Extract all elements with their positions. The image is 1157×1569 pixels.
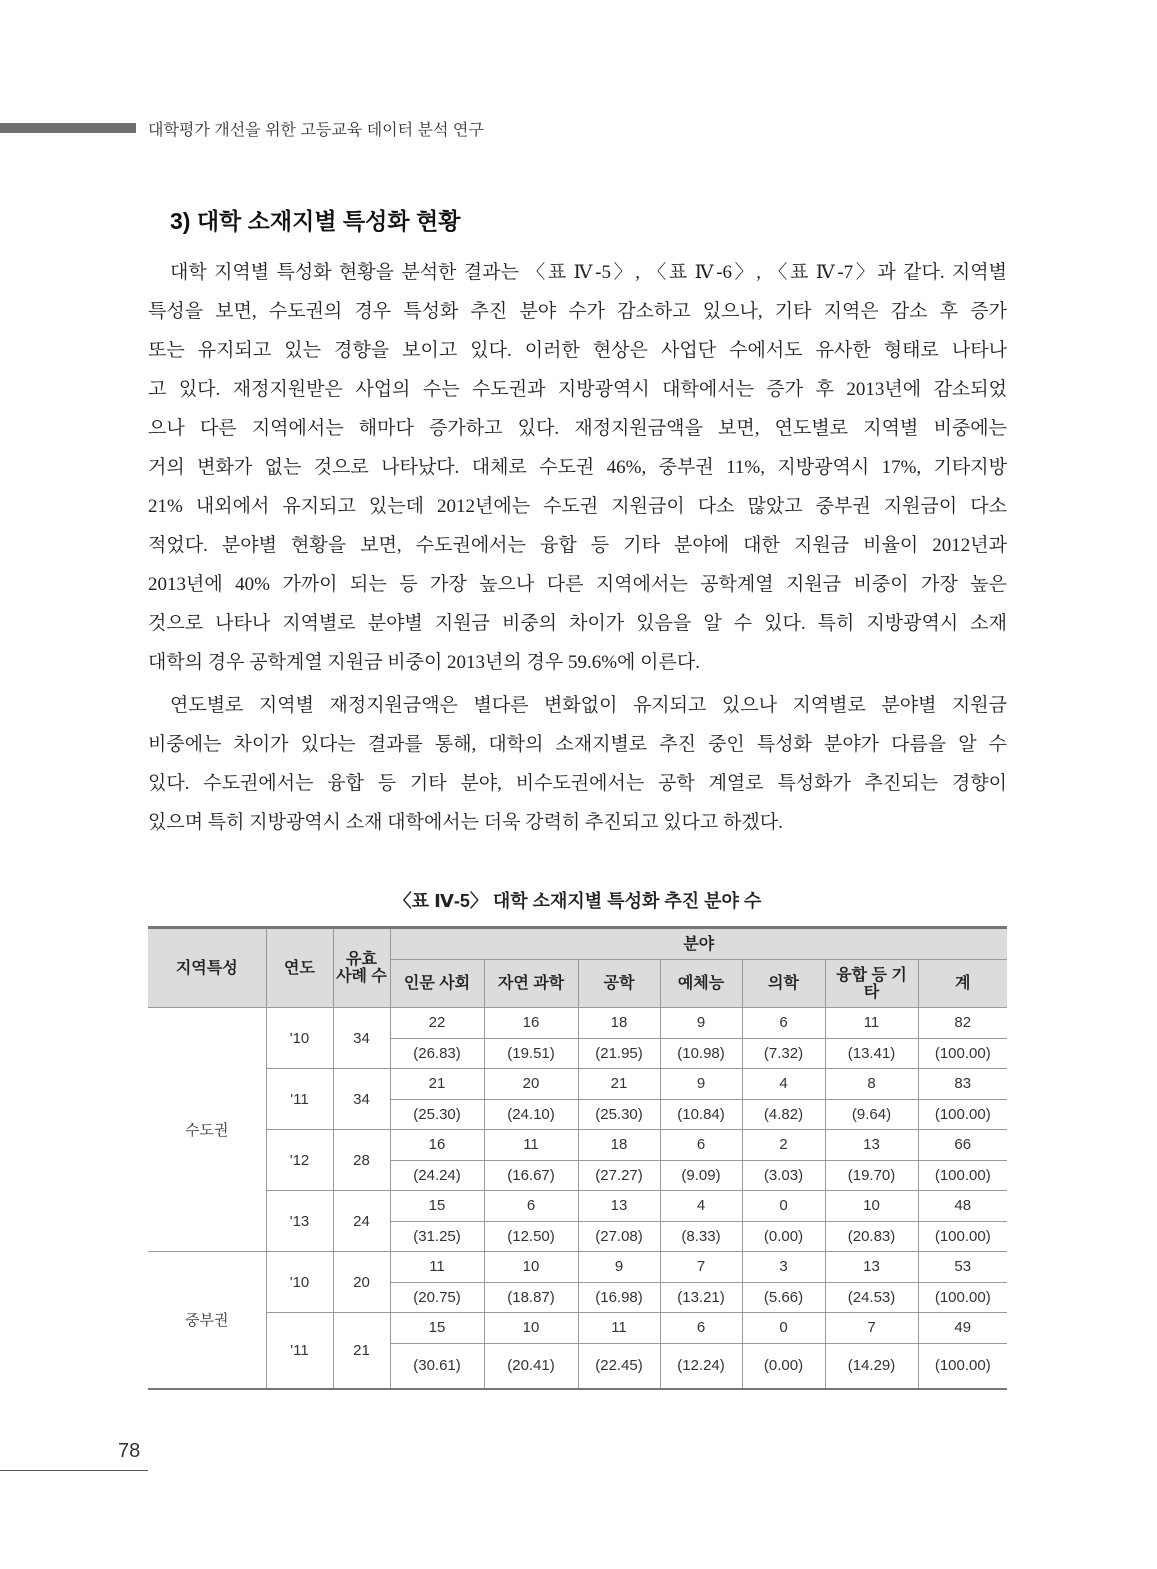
count-cell: 21: [578, 1069, 660, 1100]
paragraph-line: 대학 지역별 특성화 현황을 분석한 결과는 〈표 Ⅳ-5〉, 〈표 Ⅳ-6〉, 〈표 Ⅳ-7〉과 같다. 지역별: [170, 262, 1007, 283]
table-row: [148, 1130, 1007, 1161]
paragraph-line: 고 있다. 재정지원받은 사업의 수는 수도권과 지방광역시 대학에서는 증가 후 2013년에 감소되었: [148, 379, 1007, 400]
percent-cell: (30.61): [390, 1343, 484, 1389]
valid-cases-cell: 21: [333, 1313, 390, 1389]
count-cell: 48: [918, 1191, 1007, 1222]
paragraph-line: 21% 내외에서 유지되고 있는데 2012년에는 수도권 지원금이 다소 많았고 중부권 지원금이 다소: [148, 496, 1008, 517]
count-cell: 4: [660, 1191, 742, 1222]
table-row: [148, 1252, 1007, 1283]
paragraph-line: 비중에는 차이가 있다는 결과를 통해, 대학의 소재지별로 추진 중인 특성화 분야가 다름을 알 수: [148, 734, 1007, 755]
percent-cell: (9.09): [660, 1160, 742, 1191]
percent-cell: (20.83): [825, 1221, 918, 1252]
count-cell: 15: [390, 1313, 484, 1344]
percent-cell: (25.30): [578, 1099, 660, 1130]
count-cell: 18: [578, 1008, 660, 1039]
count-cell: 4: [742, 1069, 825, 1100]
header-region: 지역특성: [148, 928, 266, 1008]
paragraph-line: 또는 유지되고 있는 경향을 보이고 있다. 이러한 현상은 사업단 수에서도 유사한 형태로 나타나: [148, 340, 1007, 361]
count-cell: 15: [390, 1191, 484, 1222]
paragraph-line: 있으며 특히 지방광역시 소재 대학에서는 더욱 강력히 추진되고 있다고 하겠다.: [148, 812, 783, 833]
percent-cell: (0.00): [742, 1343, 825, 1389]
count-cell: 10: [825, 1191, 918, 1222]
percent-cell: (21.95): [578, 1038, 660, 1069]
percent-cell: (31.25): [390, 1221, 484, 1252]
percent-cell: (25.30): [390, 1099, 484, 1130]
count-cell: 7: [825, 1313, 918, 1344]
count-cell: 22: [390, 1008, 484, 1039]
section-heading: 3) 대학 소재지별 특성화 현황: [170, 208, 461, 234]
count-cell: 13: [825, 1130, 918, 1161]
header-field-group: 분야: [390, 928, 1007, 960]
percent-cell: (3.03): [742, 1160, 825, 1191]
percent-cell: (13.41): [825, 1038, 918, 1069]
count-cell: 11: [825, 1008, 918, 1039]
percent-cell: (0.00): [742, 1221, 825, 1252]
count-cell: 6: [484, 1191, 578, 1222]
header-field: 자연 과학: [484, 960, 578, 1008]
header-bar: [0, 123, 136, 133]
region-cell: 수도권: [148, 1008, 266, 1252]
count-cell: 9: [660, 1008, 742, 1039]
count-cell: 49: [918, 1313, 1007, 1344]
count-cell: 20: [484, 1069, 578, 1100]
table-caption: 〈표 Ⅳ-5〉 대학 소재지별 특성화 추진 분야 수: [393, 891, 762, 911]
percent-cell: (100.00): [918, 1038, 1007, 1069]
valid-cases-cell: 20: [333, 1252, 390, 1313]
percent-cell: (19.70): [825, 1160, 918, 1191]
percent-cell: (12.24): [660, 1343, 742, 1389]
percent-cell: (10.98): [660, 1038, 742, 1069]
percent-cell: (4.82): [742, 1099, 825, 1130]
count-cell: 9: [660, 1069, 742, 1100]
percent-cell: (19.51): [484, 1038, 578, 1069]
percent-cell: (10.84): [660, 1099, 742, 1130]
header-field: 융합 등 기타: [825, 960, 918, 1008]
valid-cases-cell: 24: [333, 1191, 390, 1252]
percent-cell: (24.53): [825, 1282, 918, 1313]
count-cell: 6: [742, 1008, 825, 1039]
count-cell: 2: [742, 1130, 825, 1161]
page-number: 78: [118, 1440, 141, 1462]
paragraph-line: 으나 다른 지역에서는 해마다 증가하고 있다. 재정지원금액을 보면, 연도별로 지역별 비중에는: [148, 418, 1007, 439]
percent-cell: (100.00): [918, 1343, 1007, 1389]
count-cell: 16: [390, 1130, 484, 1161]
year-cell: '11: [266, 1313, 333, 1389]
count-cell: 11: [484, 1130, 578, 1161]
valid-cases-cell: 34: [333, 1069, 390, 1130]
footer-rule: [0, 1470, 148, 1471]
count-cell: 0: [742, 1313, 825, 1344]
paragraph-line: 대학의 경우 공학계열 지원금 비중이 2013년의 경우 59.6%에 이른다.: [148, 652, 700, 673]
count-cell: 0: [742, 1191, 825, 1222]
percent-cell: (5.66): [742, 1282, 825, 1313]
header-field: 계: [918, 960, 1007, 1008]
count-cell: 66: [918, 1130, 1007, 1161]
percent-cell: (27.08): [578, 1221, 660, 1252]
percent-cell: (12.50): [484, 1221, 578, 1252]
header-field: 인문 사회: [390, 960, 484, 1008]
count-cell: 6: [660, 1130, 742, 1161]
percent-cell: (22.45): [578, 1343, 660, 1389]
percent-cell: (7.32): [742, 1038, 825, 1069]
running-title: 대학평가 개선을 위한 고등교육 데이터 분석 연구: [148, 122, 484, 139]
count-cell: 21: [390, 1069, 484, 1100]
percent-cell: (100.00): [918, 1221, 1007, 1252]
count-cell: 13: [578, 1191, 660, 1222]
count-cell: 11: [578, 1313, 660, 1344]
percent-cell: (13.21): [660, 1282, 742, 1313]
header-year: 연도: [266, 928, 333, 1008]
valid-cases-cell: 34: [333, 1008, 390, 1069]
header-field: 공학: [578, 960, 660, 1008]
count-cell: 10: [484, 1252, 578, 1283]
percent-cell: (24.24): [390, 1160, 484, 1191]
paragraph-line: 연도별로 지역별 재정지원금액은 별다른 변화없이 유지되고 있으나 지역별로 분야별 지원금: [170, 695, 1007, 716]
percent-cell: (16.67): [484, 1160, 578, 1191]
year-cell: '13: [266, 1191, 333, 1252]
specialization-table: [148, 926, 1007, 1390]
count-cell: 10: [484, 1313, 578, 1344]
percent-cell: (26.83): [390, 1038, 484, 1069]
percent-cell: (18.87): [484, 1282, 578, 1313]
count-cell: 16: [484, 1008, 578, 1039]
percent-cell: (100.00): [918, 1160, 1007, 1191]
percent-cell: (100.00): [918, 1099, 1007, 1130]
count-cell: 18: [578, 1130, 660, 1161]
year-cell: '12: [266, 1130, 333, 1191]
valid-cases-cell: 28: [333, 1130, 390, 1191]
count-cell: 82: [918, 1008, 1007, 1039]
table-row: [148, 1191, 1007, 1222]
header-field: 의학: [742, 960, 825, 1008]
count-cell: 83: [918, 1069, 1007, 1100]
count-cell: 3: [742, 1252, 825, 1283]
count-cell: 6: [660, 1313, 742, 1344]
count-cell: 53: [918, 1252, 1007, 1283]
percent-cell: (16.98): [578, 1282, 660, 1313]
year-cell: '11: [266, 1069, 333, 1130]
paragraph-line: 거의 변화가 없는 것으로 나타났다. 대체로 수도권 46%, 중부권 11%, 지방광역시 17%, 기타지방: [148, 457, 1007, 478]
count-cell: 11: [390, 1252, 484, 1283]
count-cell: 8: [825, 1069, 918, 1100]
header-field: 예체능: [660, 960, 742, 1008]
percent-cell: (20.41): [484, 1343, 578, 1389]
percent-cell: (8.33): [660, 1221, 742, 1252]
table-row: [148, 1008, 1007, 1039]
percent-cell: (20.75): [390, 1282, 484, 1313]
paragraph-1: [148, 253, 1007, 682]
count-cell: 13: [825, 1252, 918, 1283]
percent-cell: (9.64): [825, 1099, 918, 1130]
year-cell: '10: [266, 1252, 333, 1313]
paragraph-line: 2013년에 40% 가까이 되는 등 가장 높으나 다른 지역에서는 공학계열 지원금 비중이 가장 높은: [148, 574, 1007, 595]
percent-cell: (14.29): [825, 1343, 918, 1389]
count-cell: 9: [578, 1252, 660, 1283]
paragraph-2: [148, 686, 1007, 842]
table-row: [148, 1069, 1007, 1100]
region-cell: 중부권: [148, 1252, 266, 1389]
paragraph-line: 적었다. 분야별 현황을 보면, 수도권에서는 융합 등 기타 분야에 대한 지원금 비율이 2012년과: [148, 535, 1007, 556]
count-cell: 7: [660, 1252, 742, 1283]
table-row: [148, 1313, 1007, 1344]
percent-cell: (24.10): [484, 1099, 578, 1130]
paragraph-line: 특성을 보면, 수도권의 경우 특성화 추진 분야 수가 감소하고 있으나, 기타 지역은 감소 후 증가: [148, 301, 1007, 322]
header-valid-cases: 유효 사례 수: [333, 928, 390, 1008]
percent-cell: (100.00): [918, 1282, 1007, 1313]
percent-cell: (27.27): [578, 1160, 660, 1191]
year-cell: '10: [266, 1008, 333, 1069]
paragraph-line: 있다. 수도권에서는 융합 등 기타 분야, 비수도권에서는 공학 계열로 특성화가 추진되는 경향이: [148, 773, 1007, 794]
paragraph-line: 것으로 나타나 지역별로 분야별 지원금 비중의 차이가 있음을 알 수 있다. 특히 지방광역시 소재: [148, 613, 1007, 634]
